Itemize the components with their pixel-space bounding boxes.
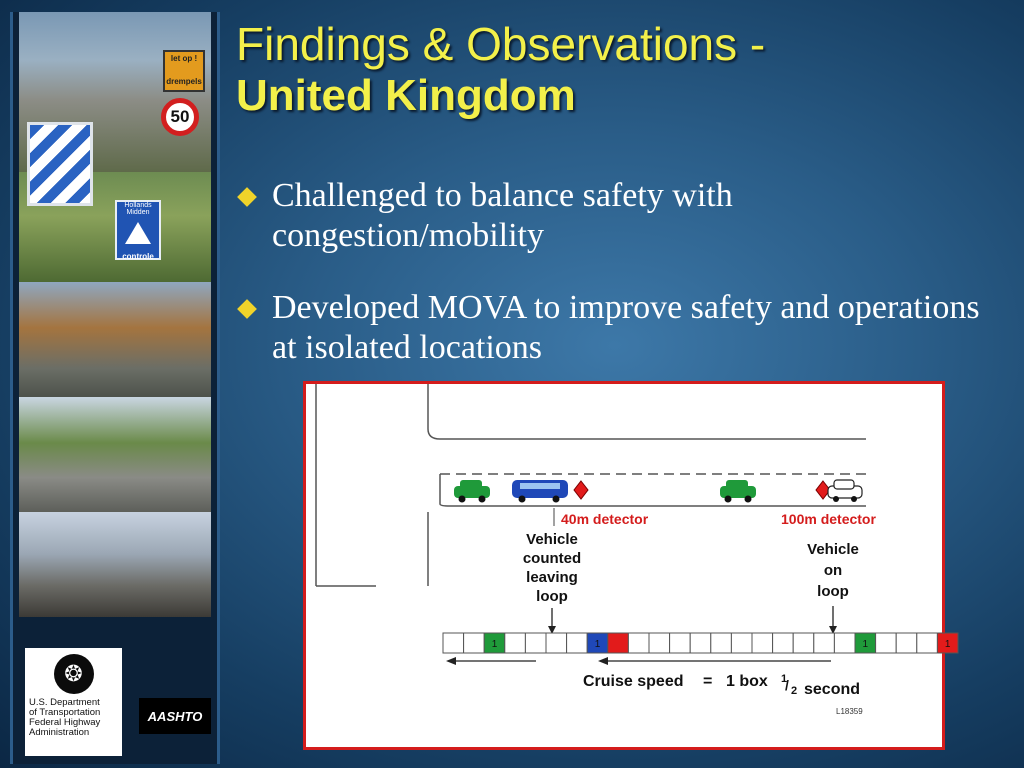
equals-sign: = xyxy=(703,673,713,690)
left-note-line: loop xyxy=(536,588,568,605)
left-note-line: leaving xyxy=(526,569,578,586)
one-box-label: 1 box xyxy=(726,673,768,690)
timeline-box xyxy=(834,633,855,653)
timeline-box xyxy=(711,633,732,653)
van-icon xyxy=(512,480,568,503)
warning-sign xyxy=(163,50,205,92)
flow-arrowhead-left-icon xyxy=(446,657,456,665)
timeline-box xyxy=(773,633,794,653)
timeline-box xyxy=(670,633,691,653)
warning-sign-top: let op ! xyxy=(170,54,198,63)
timeline-box-number: 1 xyxy=(944,639,951,650)
flow-arrowhead-left-icon xyxy=(598,657,608,665)
photo-roundabout xyxy=(19,512,211,617)
dot-emblem-icon: ❂ xyxy=(54,654,94,694)
right-note-line: on xyxy=(823,562,843,579)
slide-title xyxy=(236,18,765,122)
bullet-item xyxy=(236,288,1006,368)
car-outline-icon xyxy=(828,480,862,502)
timeline-box xyxy=(917,633,938,653)
timeline-box xyxy=(793,633,814,653)
dot-line-3: Federal Highway xyxy=(29,717,101,728)
warning-triangle-icon xyxy=(125,222,151,244)
vehicle-row xyxy=(454,480,862,503)
fraction-numerator: 1 xyxy=(781,673,788,685)
car-icon xyxy=(720,480,756,503)
timeline-box xyxy=(443,633,464,653)
left-note-line: Vehicle xyxy=(526,531,578,548)
title-line-2: United Kingdom xyxy=(236,71,576,120)
timeline-box-number: 1 xyxy=(862,639,869,650)
timeline-box xyxy=(628,633,649,653)
timeline-box xyxy=(546,633,567,653)
photo-village-intersection xyxy=(19,282,211,397)
timeline-box xyxy=(896,633,917,653)
speed-control-sign xyxy=(115,200,161,260)
title-line-1: Findings & Observations - xyxy=(236,18,766,70)
timeline-box xyxy=(731,633,752,653)
photo-pedestrian-crossing xyxy=(19,397,211,512)
cruise-speed-label: Cruise speed xyxy=(583,673,684,690)
diagram-svg xyxy=(306,384,951,747)
timeline-box xyxy=(525,633,546,653)
timeline-box xyxy=(876,633,897,653)
timeline-box xyxy=(505,633,526,653)
photo-collage xyxy=(10,12,220,764)
speed-limit-sign: 50 xyxy=(161,98,199,136)
road-outline xyxy=(316,384,866,586)
dot-logo-text xyxy=(25,698,122,738)
car-icon xyxy=(454,480,490,503)
right-note-line: Vehicle xyxy=(807,541,859,558)
fraction-slash: / xyxy=(785,677,789,693)
bullet-text: Developed MOVA to improve safety and operations at isolated locations xyxy=(272,289,980,366)
left-note-line: counted xyxy=(522,550,582,567)
speed-control-sign-top: Hollands Midden xyxy=(124,202,152,216)
timeline-box-number: 1 xyxy=(594,639,601,650)
bullet-text: Challenged to balance safety with congestion/mobility xyxy=(272,177,733,254)
bullet-list xyxy=(236,176,1006,400)
detector-40m-icon xyxy=(574,481,588,499)
warning-sign-bottom: drempels xyxy=(166,77,202,86)
timeline-box xyxy=(690,633,711,653)
striped-marker-sign xyxy=(27,122,93,206)
aashto-logo: AASHTO xyxy=(139,698,211,734)
detector-100m-label: 100m detector xyxy=(781,511,876,527)
second-label: second xyxy=(804,681,861,698)
detector-40m-label: 40m detector xyxy=(561,511,649,527)
dot-line-4: Administration xyxy=(29,727,90,738)
figure-ref-label: L18359 xyxy=(836,707,863,716)
right-note xyxy=(807,541,859,600)
timeline-box xyxy=(649,633,670,653)
timeline-box xyxy=(814,633,835,653)
diamond-bullet-icon xyxy=(237,299,257,319)
speed-control-sign-bottom: controle xyxy=(122,252,154,261)
dot-line-1: U.S. Department xyxy=(29,697,100,708)
timeline-box xyxy=(464,633,485,653)
left-note xyxy=(523,531,581,605)
mova-detector-diagram xyxy=(303,381,951,750)
usdot-fhwa-logo xyxy=(25,648,122,756)
timeline-box xyxy=(608,633,629,653)
fraction-denominator: 2 xyxy=(791,685,798,697)
timeline-boxes xyxy=(443,633,958,653)
bullet-item xyxy=(236,176,1006,256)
dot-line-2: of Transportation xyxy=(29,707,101,718)
diamond-bullet-icon xyxy=(237,187,257,207)
right-note-line: loop xyxy=(817,583,849,600)
timeline-box xyxy=(567,633,588,653)
timeline-box xyxy=(752,633,773,653)
timeline-box-number: 1 xyxy=(491,639,498,650)
